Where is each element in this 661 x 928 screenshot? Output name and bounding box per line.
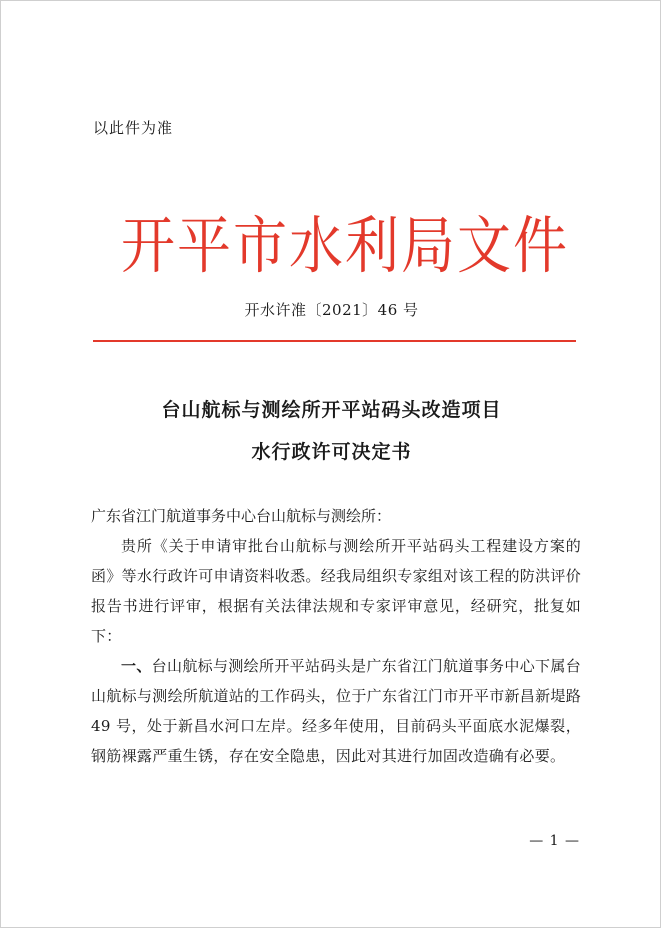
page-number: — 1 — <box>529 833 580 849</box>
document-title-line-1: 台山航标与测绘所开平站码头改造项目 <box>161 399 502 421</box>
body-paragraph-2 <box>91 651 581 771</box>
paragraph-lead-number: 一、 <box>121 657 152 675</box>
salutation: 广东省江门航道事务中心台山航标与测绘所： <box>91 507 392 525</box>
stamp-note: 以此件为准 <box>93 119 174 137</box>
paragraph-2-text: 台山航标与测绘所开平站码头是广东省江门航道事务中心下属台山航标与测绘所航道站的工作码头，位于广东省江门市开平市新昌新堤路 49 号，处于新昌水河口左岸。经多年使用，目前码头平面底水泥爆裂，钢筋裸露严重生锈，存在安全隐患，因此对其进行加固改造确有必要。 <box>91 657 581 765</box>
document-number: 开水许准〔2021〕46 号 <box>244 301 419 319</box>
red-divider-line <box>93 340 576 342</box>
document-title-line-2: 水行政许可决定书 <box>251 441 412 463</box>
body-paragraph-1: 贵所《关于申请审批台山航标与测绘所开平站码头工程建设方案的函》等水行政许可申请资料收悉。经我局组织专家组对该工程的防洪评价报告书进行评审，根据有关法律法规和专家评审意见，经研究，批复如下： <box>91 537 581 645</box>
agency-header-title: 开平市水利局文件 <box>121 209 569 283</box>
